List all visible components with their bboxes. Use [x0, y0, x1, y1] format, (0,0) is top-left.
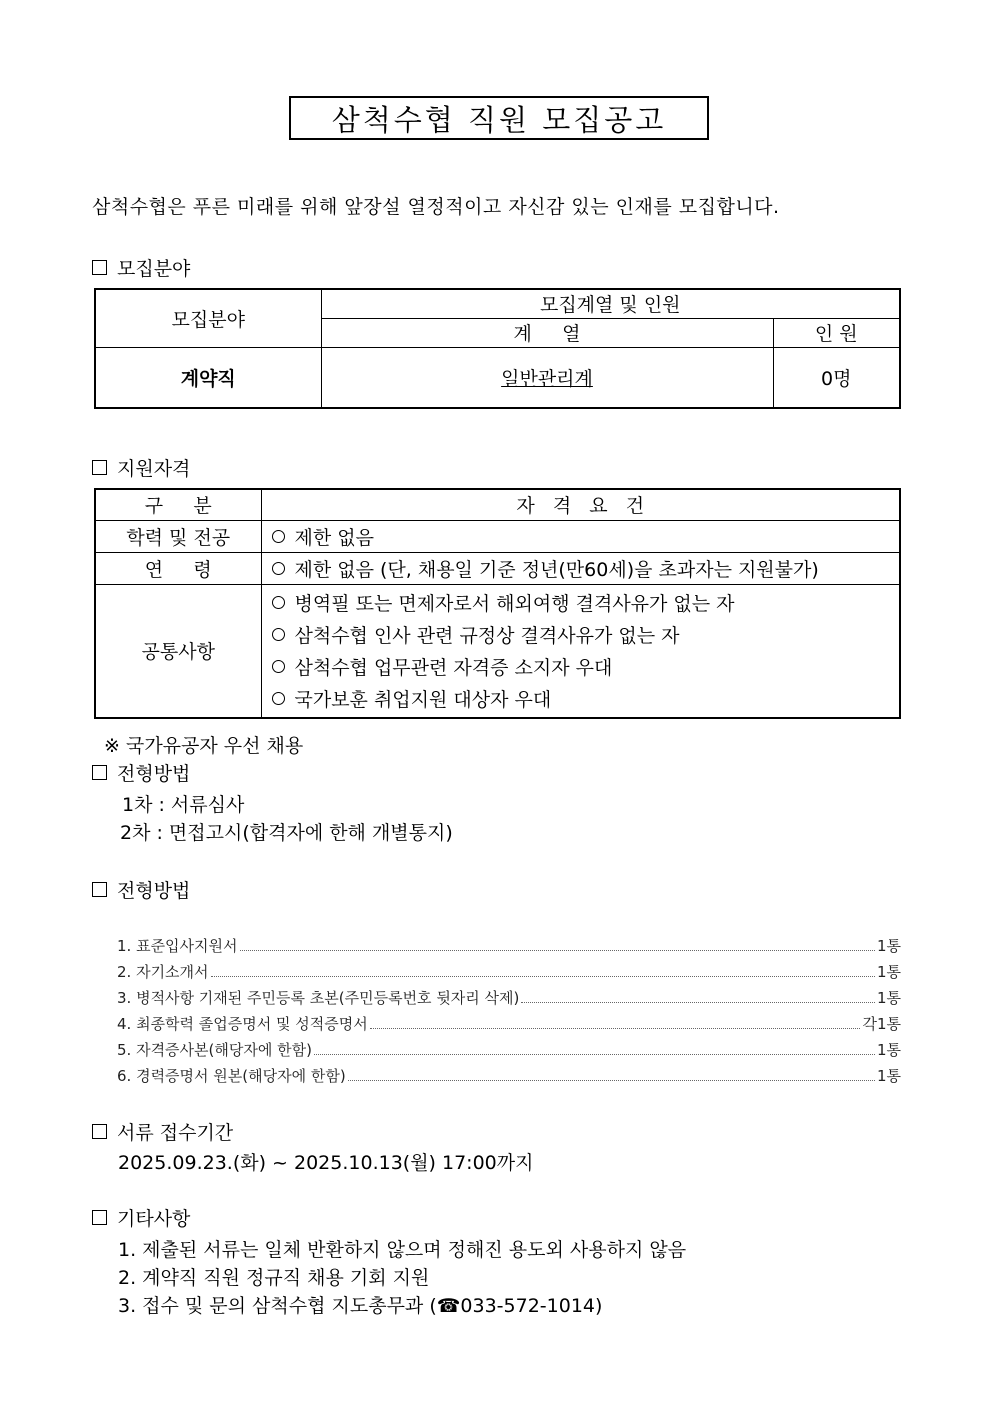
qualification-table	[94, 488, 901, 719]
cell-field: 계약직	[95, 347, 321, 408]
section-title: 서류 접수기간	[117, 1122, 234, 1144]
priority-note: ※ 국가유공자 우선 채용	[104, 735, 304, 757]
document-name: 6. 경력증명서 원본(해당자에 한함)	[117, 1067, 346, 1085]
section-recruit-heading	[92, 254, 190, 281]
document-item	[117, 1062, 901, 1086]
document-name: 3. 병적사항 기재된 주민등록 초본(주민등록번호 뒷자리 삭제)	[117, 989, 520, 1007]
checkbox-icon	[92, 765, 107, 780]
document-name: 2. 자기소개서	[117, 963, 209, 981]
document-qty: 1통	[876, 937, 901, 955]
document-item	[117, 932, 901, 956]
header-requirement: 자 격 요 건	[261, 489, 900, 520]
section-etc-heading	[92, 1204, 190, 1231]
document-name: 4. 최종학력 졸업증명서 및 성적증명서	[117, 1015, 368, 1033]
circle-bullet-icon	[272, 628, 285, 641]
requirement-cell	[261, 584, 900, 718]
requirement-item: 삼척수협 인사 관련 규정상 결격사유가 없는 자	[294, 625, 680, 648]
selection-step: 1차 : 서류심사	[122, 794, 245, 816]
section-qualification-heading	[92, 454, 190, 481]
checkbox-icon	[92, 882, 107, 897]
requirement-item: 국가보훈 취업지원 대상자 우대	[294, 689, 552, 712]
circle-bullet-icon	[272, 530, 285, 543]
requirement-item: 병역필 또는 면제자로서 해외여행 결격사유가 없는 자	[294, 593, 735, 616]
document-qty: 1통	[876, 963, 901, 981]
requirement-cell	[261, 520, 900, 552]
document-item	[117, 984, 901, 1008]
etc-item: 2. 계약직 직원 정규직 채용 기회 지원	[118, 1267, 430, 1289]
requirement-item: 제한 없음	[294, 526, 374, 549]
etc-item: 1. 제출된 서류는 일체 반환하지 않으며 정해진 용도외 사용하지 않음	[118, 1239, 687, 1261]
section-title: 기타사항	[117, 1208, 191, 1230]
cell-count: 0명	[773, 347, 900, 408]
series-link-text: 일반관리계	[501, 367, 593, 390]
checkbox-icon	[92, 460, 107, 475]
circle-bullet-icon	[272, 596, 285, 609]
document-qty: 각1통	[862, 1015, 901, 1033]
requirement-cell	[261, 552, 900, 584]
document-qty: 1통	[876, 1067, 901, 1085]
checkbox-icon	[92, 1210, 107, 1225]
leader-dots	[370, 1027, 861, 1029]
cell-series	[321, 347, 773, 408]
document-qty: 1통	[876, 1041, 901, 1059]
section-selection-heading	[92, 759, 190, 786]
section-title: 지원자격	[117, 458, 191, 480]
etc-item-contact: 3. 접수 및 문의 삼척수협 지도총무과 (☎033-572-1014)	[118, 1295, 603, 1317]
section-title: 전형방법	[117, 763, 191, 785]
requirement-item: 삼척수협 업무관련 자격증 소지자 우대	[294, 657, 613, 680]
section-title: 모집분야	[117, 258, 191, 280]
header-group: 모집계열 및 인원	[321, 289, 900, 318]
checkbox-icon	[92, 1124, 107, 1139]
document-item	[117, 1010, 901, 1034]
circle-bullet-icon	[272, 562, 285, 575]
selection-step: 2차 : 면접고시(합격자에 한해 개별통지)	[120, 822, 453, 844]
document-name: 5. 자격증사본(해당자에 한함)	[117, 1041, 312, 1059]
section-title: 전형방법	[117, 880, 191, 902]
checkbox-icon	[92, 260, 107, 275]
leader-dots	[314, 1053, 875, 1055]
category-education: 학력 및 전공	[95, 520, 261, 552]
header-field: 모집분야	[95, 289, 321, 347]
header-series: 계 열	[321, 318, 773, 347]
section-documents-heading	[92, 876, 190, 903]
header-category: 구 분	[95, 489, 261, 520]
document-item	[117, 1036, 901, 1060]
recruit-table	[94, 288, 901, 409]
leader-dots	[521, 1001, 875, 1003]
circle-bullet-icon	[272, 660, 285, 673]
document-qty: 1통	[876, 989, 901, 1007]
requirement-item: 제한 없음 (단, 채용일 기준 정년(만60세)을 초과자는 지원불가)	[294, 558, 819, 581]
document-name: 1. 표준입사지원서	[117, 937, 238, 955]
leader-dots	[211, 975, 875, 977]
intro-text: 삼척수협은 푸른 미래를 위해 앞장설 열정적이고 자신감 있는 인재를 모집합니다.	[92, 196, 780, 218]
leader-dots	[348, 1079, 875, 1081]
circle-bullet-icon	[272, 692, 285, 705]
category-common: 공통사항	[95, 584, 261, 718]
page-title: 삼척수협 직원 모집공고	[289, 96, 709, 140]
section-period-heading	[92, 1118, 233, 1145]
leader-dots	[240, 949, 875, 951]
header-count: 인 원	[773, 318, 900, 347]
period-text: 2025.09.23.(화) ~ 2025.10.13(월) 17:00까지	[118, 1152, 534, 1174]
category-age: 연 령	[95, 552, 261, 584]
document-item	[117, 958, 901, 982]
